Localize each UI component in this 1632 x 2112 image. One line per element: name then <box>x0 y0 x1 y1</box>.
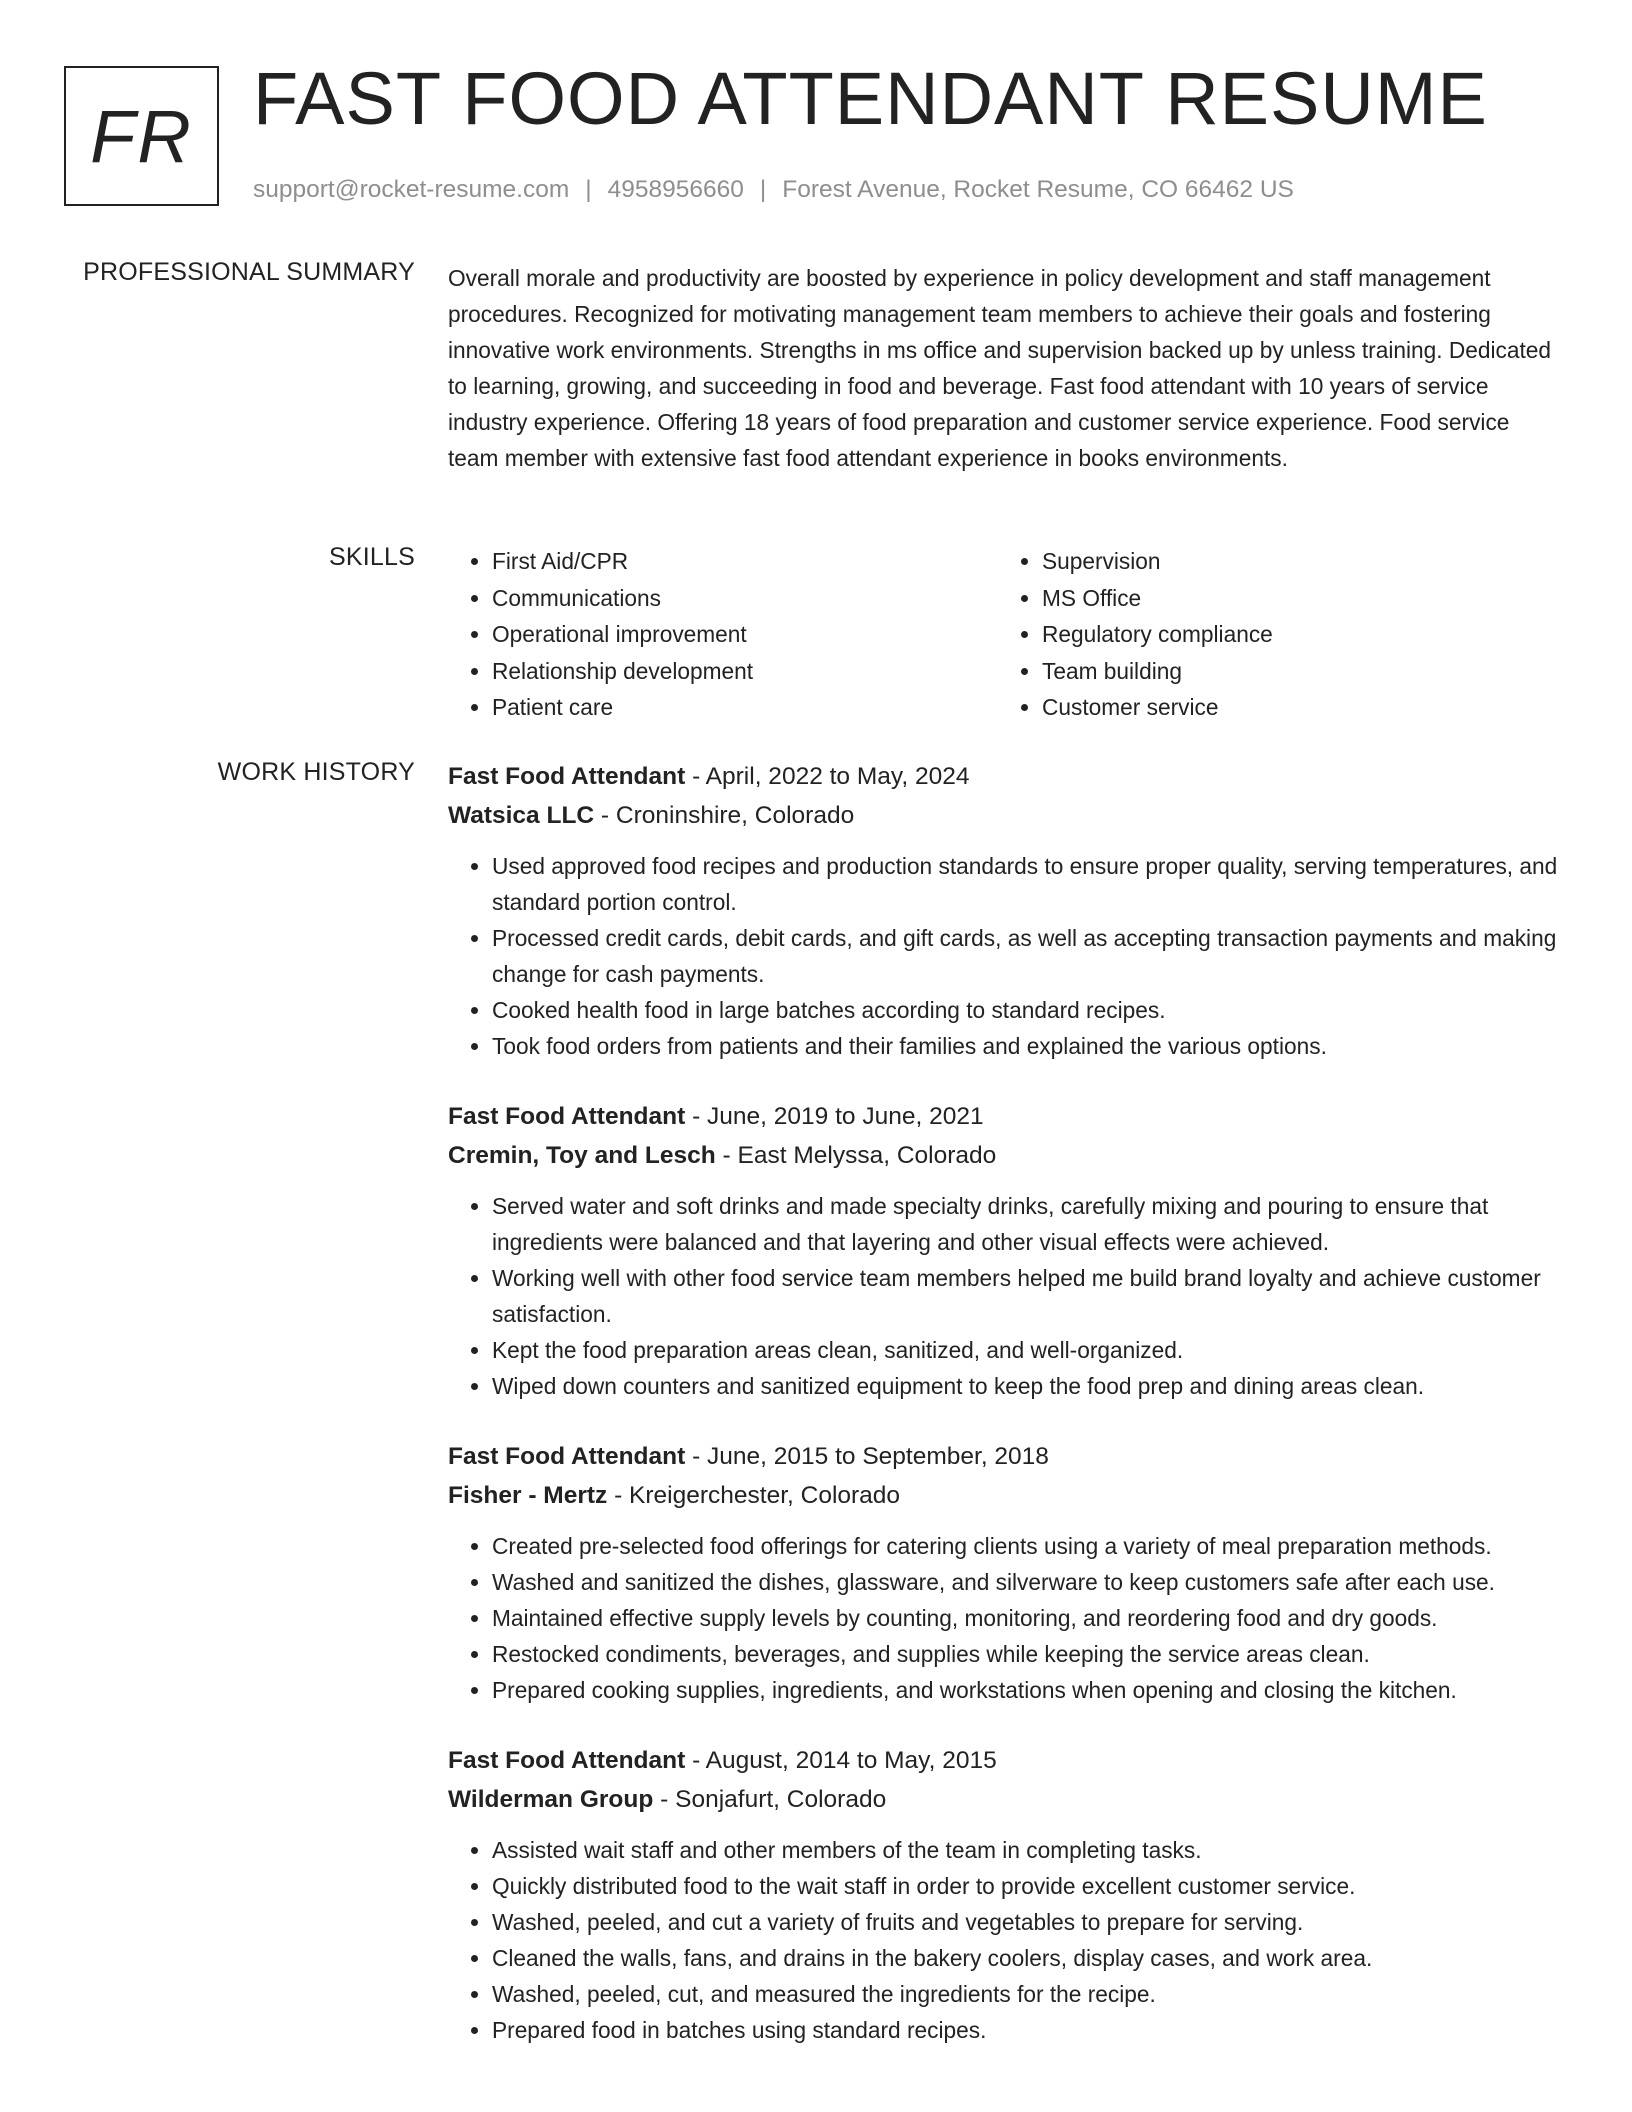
summary-text: Overall morale and productivity are boosted by experience in policy development and staff management procedures. Recognized for motivating management team members to achieve their goals and fostering innovative work environments. Strengths in ms office and supervision backed up by unless training. Dedicated to learning, growing, and succeeding in food and beverage. Fast food attendant with 10 years of service industry experience. Offering 18 years of food preparation and customer service experience. Food service team member with extensive fast food attendant experience in books environments. <box>448 265 1552 471</box>
skills-columns <box>448 543 1558 726</box>
job-entry <box>448 1438 1558 1708</box>
job-bullet: • Washed and sanitized the dishes, glassware, and silverware to keep customers safe after each use. <box>492 1564 1558 1600</box>
job-title-line <box>448 1098 1558 1136</box>
job-entry <box>448 1742 1558 2048</box>
contact-email: support@rocket-resume.com <box>253 176 570 203</box>
monogram-initials: FR <box>90 94 193 178</box>
job-title: Fast Food Attendant <box>448 1103 686 1130</box>
job-bullet: • Maintained effective supply levels by counting, monitoring, and reordering food and dry goods. <box>492 1600 1558 1636</box>
job-bullet: • Processed credit cards, debit cards, and gift cards, as well as accepting transaction payments and making change for cash payments. <box>492 920 1558 992</box>
contact-line <box>253 176 1294 204</box>
job-bullets <box>448 1188 1558 1404</box>
job-title: Fast Food Attendant <box>448 1747 686 1774</box>
skill-item: • Team building <box>1042 653 1548 690</box>
job-dates: - June, 2015 to September, 2018 <box>685 1443 1049 1470</box>
job-location: - Sonjafurt, Colorado <box>653 1786 887 1813</box>
skills-body <box>448 543 1558 726</box>
job-bullet: • Used approved food recipes and production standards to ensure proper quality, serving temperatures, and standard portion control. <box>492 848 1558 920</box>
job-company: Watsica LLC <box>448 802 595 829</box>
job-entry <box>448 758 1558 1064</box>
contact-separator: | <box>585 176 592 203</box>
job-bullet: • Created pre-selected food offerings for catering clients using a variety of meal preparation methods. <box>492 1528 1558 1564</box>
job-company-line <box>448 796 1558 836</box>
job-title-line <box>448 1742 1558 1780</box>
resume-title: FAST FOOD ATTENDANT RESUME <box>253 57 1488 140</box>
monogram-logo <box>64 66 219 206</box>
job-location: - Croninshire, Colorado <box>594 802 855 829</box>
skills-list-left <box>448 543 998 726</box>
job-bullets <box>448 848 1558 1064</box>
job-bullet: • Cooked health food in large batches according to standard recipes. <box>492 992 1558 1028</box>
job-entry <box>448 1098 1558 1404</box>
job-dates: - August, 2014 to May, 2015 <box>685 1747 997 1774</box>
skill-item: • Customer service <box>1042 689 1548 726</box>
work-history-heading: WORK HISTORY <box>217 758 415 786</box>
job-location: - Kreigerchester, Colorado <box>607 1482 901 1509</box>
skill-item: • MS Office <box>1042 580 1548 617</box>
job-bullet: • Washed, peeled, cut, and measured the ingredients for the recipe. <box>492 1976 1558 2012</box>
job-title: Fast Food Attendant <box>448 763 686 790</box>
work-history-body <box>448 758 1558 2082</box>
job-bullet: • Prepared cooking supplies, ingredients, and workstations when opening and closing the kitchen. <box>492 1672 1558 1708</box>
job-bullet: • Served water and soft drinks and made specialty drinks, carefully mixing and pouring to ensure that ingredients were balanced and that layering and other visual effects were achieved. <box>492 1188 1558 1260</box>
job-title-line <box>448 1438 1558 1476</box>
job-company-line <box>448 1136 1558 1176</box>
job-company: Cremin, Toy and Lesch <box>448 1142 716 1169</box>
job-bullet: • Assisted wait staff and other members of the team in completing tasks. <box>492 1832 1558 1868</box>
job-bullets <box>448 1528 1558 1708</box>
job-bullet: • Wiped down counters and sanitized equipment to keep the food prep and dining areas clean. <box>492 1368 1558 1404</box>
skill-item: • Communications <box>492 580 998 617</box>
job-company: Fisher - Mertz <box>448 1482 608 1509</box>
skill-item: • Relationship development <box>492 653 998 690</box>
summary-body <box>448 258 1558 476</box>
job-bullet: • Quickly distributed food to the wait staff in order to provide excellent customer service. <box>492 1868 1558 1904</box>
skills-list-right <box>998 543 1548 726</box>
contact-separator: | <box>759 176 767 203</box>
job-location: - East Melyssa, Colorado <box>715 1142 997 1169</box>
skills-heading: SKILLS <box>329 543 415 571</box>
skill-item: • First Aid/CPR <box>492 543 998 580</box>
job-bullet: • Prepared food in batches using standard recipes. <box>492 2012 1558 2048</box>
job-company-line <box>448 1780 1558 1820</box>
contact-address: Forest Avenue, Rocket Resume, CO 66462 US <box>782 176 1294 203</box>
job-bullet: • Working well with other food service team members helped me build brand loyalty and achieve customer satisfaction. <box>492 1260 1558 1332</box>
skill-item: • Regulatory compliance <box>1042 616 1548 653</box>
summary-heading: PROFESSIONAL SUMMARY <box>83 258 415 286</box>
job-dates: - June, 2019 to June, 2021 <box>685 1103 984 1130</box>
job-bullet: • Took food orders from patients and their families and explained the various options. <box>492 1028 1558 1064</box>
job-bullet: • Cleaned the walls, fans, and drains in the bakery coolers, display cases, and work area. <box>492 1940 1558 1976</box>
skill-item: • Supervision <box>1042 543 1548 580</box>
job-company-line <box>448 1476 1558 1516</box>
skill-item: • Patient care <box>492 689 998 726</box>
job-bullet: • Washed, peeled, and cut a variety of fruits and vegetables to prepare for serving. <box>492 1904 1558 1940</box>
skill-item: • Operational improvement <box>492 616 998 653</box>
job-dates: - April, 2022 to May, 2024 <box>685 763 970 790</box>
job-company: Wilderman Group <box>448 1786 654 1813</box>
contact-phone: 4958956660 <box>607 176 744 203</box>
job-bullet: • Restocked condiments, beverages, and supplies while keeping the service areas clean. <box>492 1636 1558 1672</box>
job-title: Fast Food Attendant <box>448 1443 686 1470</box>
job-title-line <box>448 758 1558 796</box>
job-bullet: • Kept the food preparation areas clean, sanitized, and well-organized. <box>492 1332 1558 1368</box>
job-bullets <box>448 1832 1558 2048</box>
